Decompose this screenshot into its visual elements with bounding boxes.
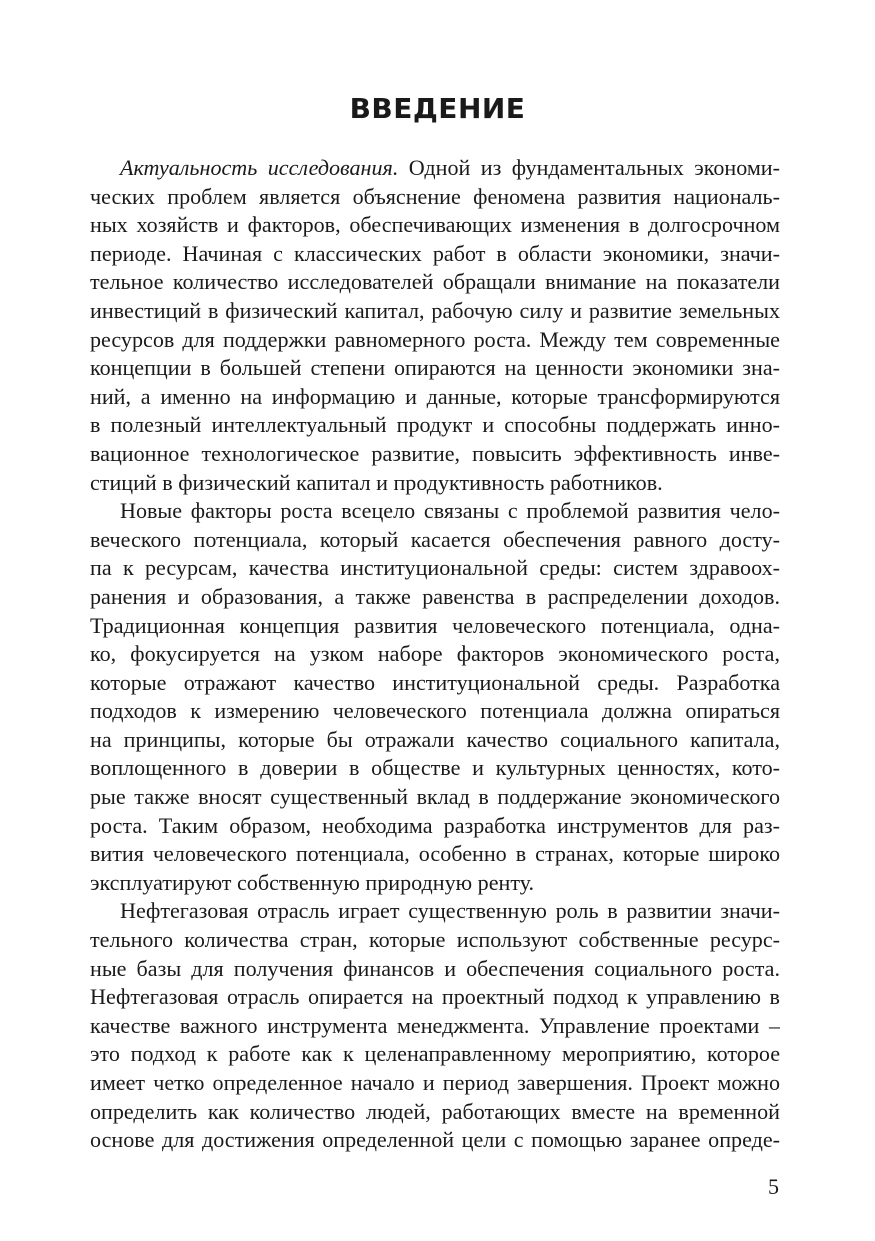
paragraph-1-line-1 (90, 154, 780, 183)
paragraph-2-line: веческого потенциала, который касается обеспечения равного досту- (90, 526, 780, 552)
paragraph-2-line: роста. Таким образом, необходима разработка инструментов для раз- (90, 812, 780, 838)
body-text (90, 154, 780, 1155)
paragraph-2-line: эксплуатируют собственную природную ренту. (90, 869, 535, 895)
paragraph-1-line: инвестиций в физический капитал, рабочую силу и развитие земельных (90, 297, 780, 323)
paragraph-3-line: качестве важного инструмента менеджмента. Управление проектами – (90, 1012, 780, 1038)
paragraph-2-line: Традиционная концепция развития человеческого потенциала, одна- (90, 612, 780, 638)
paragraph-3-line: это подход к работе как к целенаправленному мероприятию, которое (90, 1041, 780, 1067)
lead-rest: Одной из фундаментальных экономи- (398, 155, 780, 180)
paragraph-3-line: основе для достижения определенной цели с помощью заранее опреде- (90, 1127, 780, 1153)
page-number: 5 (768, 1174, 779, 1199)
paragraph-2-line: подходов к измерению человеческого потенциала должна опираться (90, 698, 780, 724)
paragraph-3-line: определить как количество людей, работающих вместе на временной (90, 1098, 780, 1124)
paragraph-1-line: ных хозяйств и факторов, обеспечивающих изменения в долгосрочном (90, 212, 780, 238)
paragraph-3-line: тельного количества стран, которые используют собственные ресурс- (90, 927, 780, 953)
paragraph-1-line: ческих проблем является объяснение феномена развития националь- (90, 183, 780, 209)
paragraph-1-line: периоде. Начиная с классических работ в области экономики, значи- (90, 240, 780, 266)
paragraph-1-line: ний, а именно на информацию и данные, которые трансформируются (90, 383, 780, 409)
paragraph-2-line: воплощенного в доверии в обществе и культурных ценностях, кото- (90, 755, 780, 781)
paragraph-2-line: ранения и образования, а также равенства в распределении доходов. (90, 583, 780, 609)
paragraph-1-line: стиций в физический капитал и продуктивность работников. (90, 469, 663, 495)
paragraph-3-line: ные базы для получения финансов и обеспечения социального роста. (90, 955, 780, 981)
paragraph-2-line: на принципы, которые бы отражали качество социального капитала, (90, 726, 780, 752)
paragraph-3-line: Нефтегазовая отрасль опирается на проектный подход к управлению в (90, 984, 780, 1010)
paragraph-2-line: вития человеческого потенциала, особенно в странах, которые широко (90, 841, 780, 867)
paragraph-1-line: тельное количество исследователей обращали внимание на показатели (90, 269, 780, 295)
paragraph-2-line: которые отражают качество институциональной среды. Разработка (90, 669, 780, 695)
paragraph-1-line: в полезный интеллектуальный продукт и способны поддержать инно- (90, 412, 780, 438)
paragraph-2-line: рые также вносят существенный вклад в поддержание экономического (90, 784, 780, 810)
paragraph-3-line: имеет четко определенное начало и период завершения. Проект можно (90, 1070, 780, 1095)
section-heading: ВВЕДЕНИЕ (349, 92, 526, 125)
paragraph-3-line: Нефтегазовая отрасль играет существенную роль в развитии значи- (120, 898, 780, 924)
paragraph-1-line: концепции в большей степени опираются на ценности экономики зна- (90, 355, 780, 381)
paragraph-1-line: вационное технологическое развитие, повысить эффективность инве- (90, 440, 780, 466)
paragraph-2-line: Новые факторы роста всецело связаны с проблемой развития чело- (120, 498, 780, 524)
paragraph-1-line: ресурсов для поддержки равномерного роста. Между тем современные (90, 326, 780, 352)
paragraph-2-line: ко, фокусируется на узком наборе факторов экономического роста, (90, 641, 780, 667)
lead-italic-phrase: Актуальность исследования. (120, 155, 399, 180)
paragraph-2-line: па к ресурсам, качества институциональной среды: систем здравоох- (90, 555, 780, 581)
